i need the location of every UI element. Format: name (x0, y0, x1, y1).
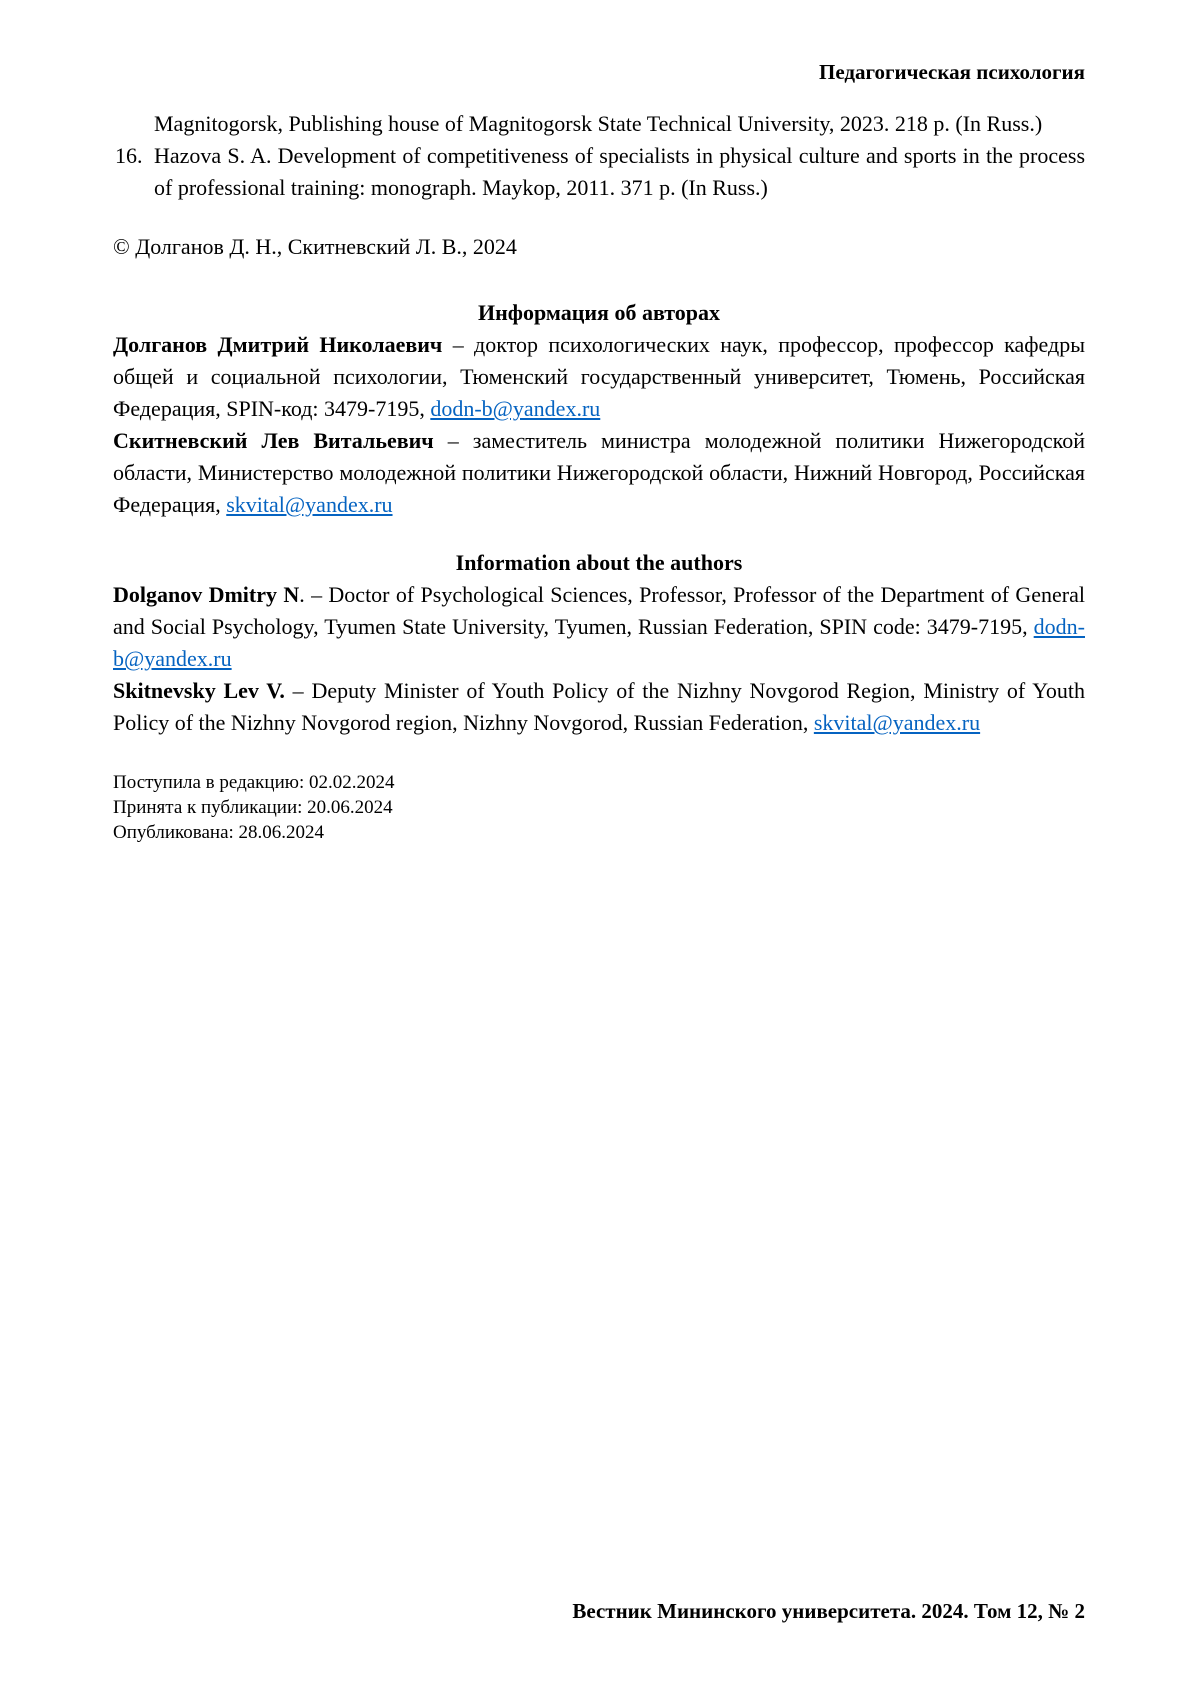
date-published: Опубликована: 28.06.2024 (113, 822, 325, 843)
journal-footer-line: Вестник Мининского университета. 2024. Том 12, № 2 (572, 1599, 1085, 1623)
page-content (113, 56, 1085, 845)
date-accepted: Принята к публикации: 20.06.2024 (113, 797, 393, 818)
author-entry-ru-1 (113, 329, 1085, 425)
author-email-link[interactable]: dodn-b@yandex.ru (113, 614, 1085, 671)
running-head-section-title: Педагогическая психология (818, 60, 1085, 84)
author-name: Скитневский Лев Витальевич (113, 428, 434, 453)
author-entry-en-1 (113, 579, 1085, 675)
author-name: Долганов Дмитрий Николаевич (113, 332, 443, 357)
author-name: Dolganov Dmitry N (113, 582, 300, 607)
author-entry-en-2 (113, 675, 1085, 739)
author-description: – заместитель министра молодежной политики Нижегородской области, Министерство молодежной политики Нижегородской области, Нижний Новгород, Российская Федерация, (113, 428, 1086, 517)
references-list (113, 108, 1085, 204)
copyright-line: © Долганов Д. Н., Скитневский Л. В., 2024 (113, 234, 517, 259)
author-email-link[interactable]: dodn-b@yandex.ru (430, 396, 601, 421)
reference-number: 16. (115, 143, 143, 168)
reference-item (113, 140, 1085, 204)
article-dates (113, 770, 1085, 845)
author-description: – Deputy Minister of Youth Policy of the Nizhny Novgorod Region, Ministry of Youth Policy of the Nizhny Novgorod region, Nizhny Novgorod, Russian Federation, (113, 678, 1085, 735)
author-email-link[interactable]: skvital@yandex.ru (226, 492, 393, 517)
author-name: Skitnevsky Lev V. (113, 678, 285, 703)
author-description: . – Doctor of Psychological Sciences, Professor, Professor of the Department of General and Social Psychology, Tyumen State University, Tyumen, Russian Federation, SPIN code: 3479-7195, (113, 582, 1085, 639)
author-description: – доктор психологических наук, профессор, профессор кафедры общей и социальной психологии, Тюменский государственный университет, Тюмень, Российская Федерация, SPIN-код: 3479-7195, (113, 332, 1085, 421)
author-entry-ru-2 (113, 425, 1085, 521)
reference-text: Hazova S. A. Development of competitiveness of specialists in physical culture and sports in the process of professional training: monograph. Maykop, 2011. 371 p. (In Russ.) (154, 143, 1085, 200)
authors-ru-heading: Информация об авторах (477, 300, 721, 325)
author-email-link[interactable]: skvital@yandex.ru (813, 710, 981, 735)
date-received: Поступила в редакцию: 02.02.2024 (113, 772, 395, 793)
reference-continuation: Magnitogorsk, Publishing house of Magnitogorsk State Technical University, 2023. 218 p. (In Russ.) (154, 111, 1043, 136)
authors-en-heading: Information about the authors (455, 550, 743, 575)
